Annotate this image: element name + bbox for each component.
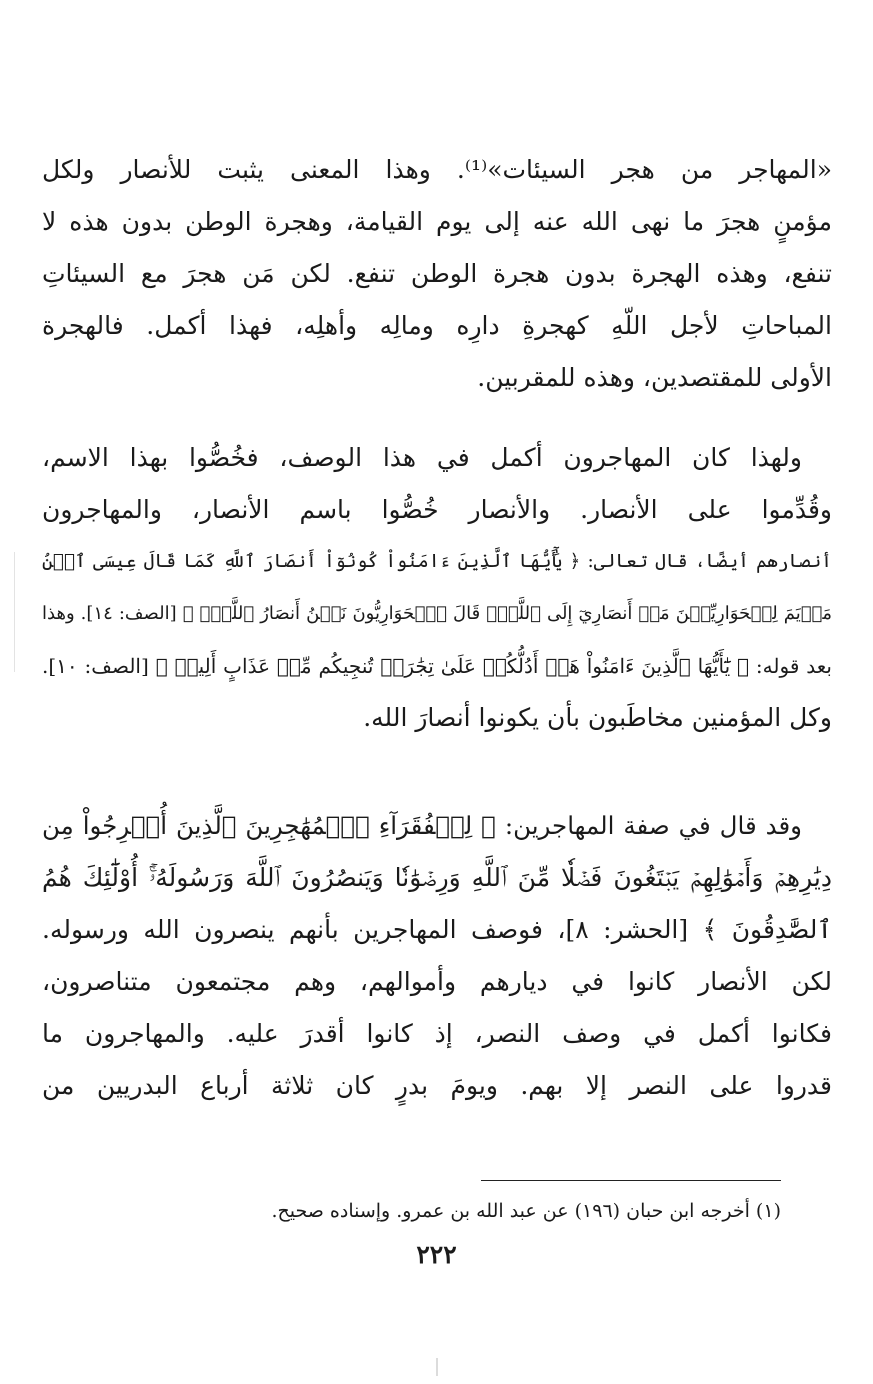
text-line: وكل المؤمنين مخاطَبون بأن يكونوا أنصارَ الله. [363,703,832,732]
text-line: الأولى للمقتصدين، وهذه للمقربين. [477,363,832,392]
footnote-divider [481,1180,781,1181]
paragraph-1 [42,144,832,404]
page-number: ٢٢٢ [416,1240,457,1269]
text-line: قدروا على النصر إلا بهم. ويومَ بدرٍ كان ثلاثة أرباع البدريين من [42,1071,832,1100]
paragraph-2 [42,432,832,744]
text-line: دِيَٰرِهِمۡ وَأَمۡوَٰلِهِمۡ يَبۡتَغُونَ فَضۡلٗا مِّنَ ٱللَّهِ وَرِضۡوَٰنٗا وَيَنصُرُونَ ٱللَّهَ وَرَسُولَهُۥٓۚ أُوْلَٰٓئِكَ هُمُ [42,863,832,892]
text-line: «المهاجر من هجر السيئات»⁽¹⁾. وهذا المعنى يثبت للأنصار ولكل [42,155,832,184]
text-line: وقُدِّموا على الأنصار. والأنصار خُصُّوا باسم الأنصار، والمهاجرون [42,495,832,524]
paragraph-3 [42,800,832,1112]
text-line: ٱلصَّٰدِقُونَ ﴾ [الحشر: ٨]، فوصف المهاجرين بأنهم ينصرون الله ورسوله. [42,915,832,944]
margin-scan-mark [14,552,15,672]
text-line: بعد قوله: ﴿ يَٰٓأَيُّهَا ٱلَّذِينَ ءَامَنُواْ هَلۡ أَدُلُّكُمۡ عَلَىٰ تِجَٰرَةٖ تُنجِيكُم مِّنۡ عَذَابٍ أَلِيمٖ ﴾ [الصف: ١٠]. [42,654,832,678]
bottom-scan-mark [436,1358,438,1376]
text-line: أنصارهم أيضًا، قال تعالى: ﴿ يَٰٓأَيُّهَا ٱلَّذِينَ ءَامَنُواْ كُونُوٓاْ أَنصَارَ ٱللَّهِ كَمَا قَالَ عِيسَى ٱبۡنُ [42,551,832,572]
text-line: وقد قال في صفة المهاجرين: ﴿ لِلۡفُقَرَآءِ ٱلۡمُهَٰجِرِينَ ٱلَّذِينَ أُخۡرِجُواْ مِن [42,811,802,840]
footnote: (١) أخرجه ابن حبان (١٩٦) عن عبد الله بن عمرو. وإسناده صحيح. [271,1200,781,1222]
text-line: ولهذا كان المهاجرون أكمل في هذا الوصف، فخُصُّوا بهذا الاسم، [42,443,802,472]
text-line: المباحاتِ لأجل اللّهِ كهجرةِ دارِه ومالِه وأهلِه، فهذا أكمل. فالهجرة [42,311,832,340]
text-line: مؤمنٍ هجرَ ما نهى الله عنه إلى يوم القيامة، وهجرة الوطن بدون هذه لا [42,207,832,236]
text-line: مَرۡيَمَ لِلۡحَوَارِيِّـۧنَ مَنۡ أَنصَارِيٓ إِلَى ٱللَّهِۖ قَالَ ٱلۡحَوَارِيُّونَ نَحۡنُ أَنصَارُ ٱللَّهِۖ ﴾ [الصف: ١٤]. وهذا [42,603,832,624]
text-line: تنفع، وهذه الهجرة بدون هجرة الوطن تنفع. لكن مَن هجرَ مع السيئاتِ [42,259,832,288]
text-line: لكن الأنصار كانوا في ديارهم وأموالهم، وهم مجتمعون متناصرون، [42,967,832,996]
text-line: فكانوا أكمل في وصف النصر، إذ كانوا أقدرَ عليه. والمهاجرون ما [42,1019,832,1048]
